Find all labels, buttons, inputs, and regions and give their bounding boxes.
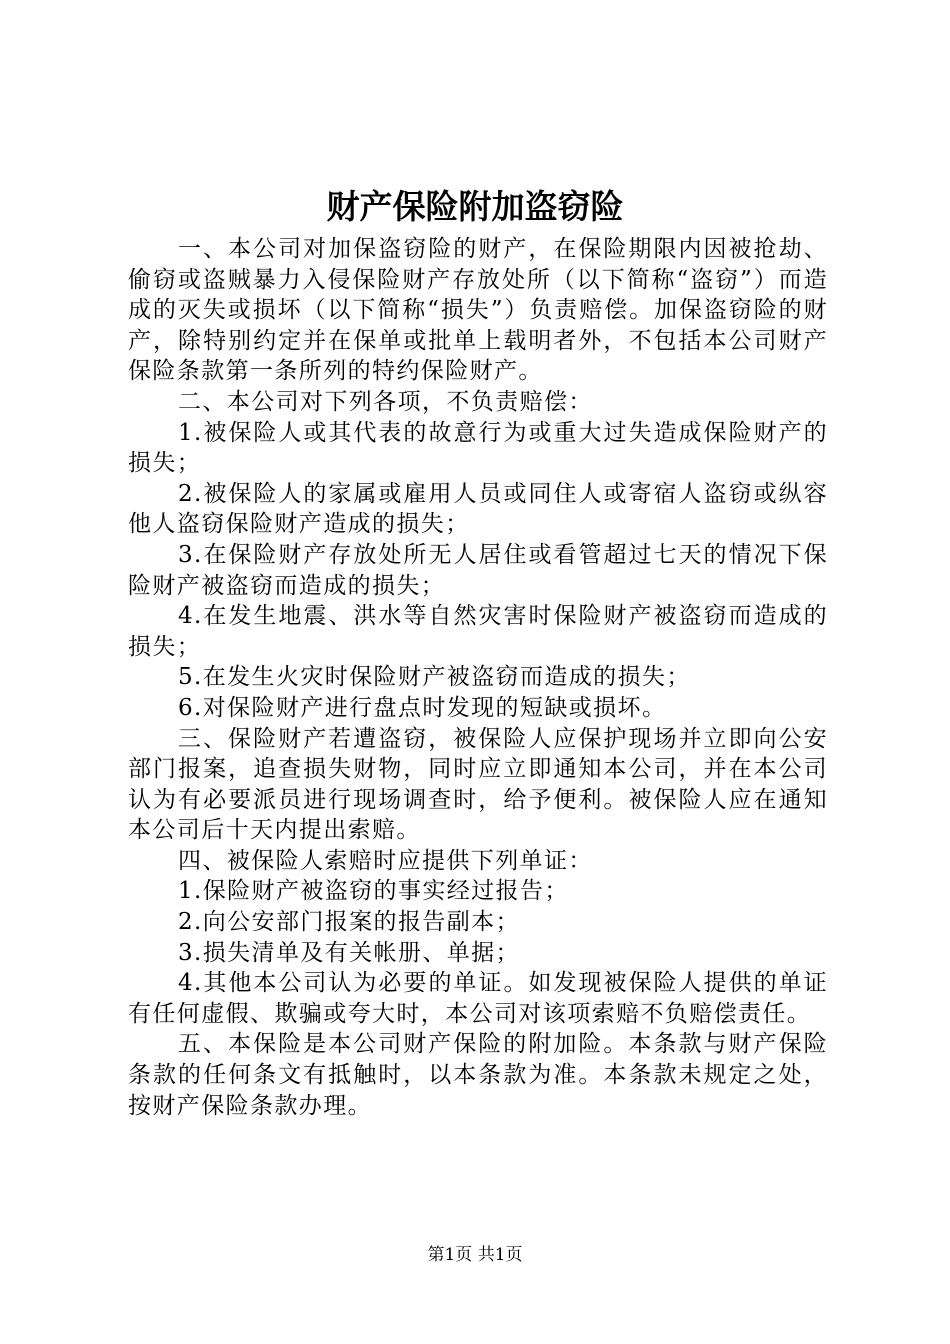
clause-4-item-4: 4.其他本公司认为必要的单证。如发现被保险人提供的单证有任何虚假、欺骗或夸大时，本公司对该项索赔不负赔偿责任。 — [128, 970, 828, 1027]
clause-2-item-1: 1.被保险人或其代表的故意行为或重大过失造成保险财产的损失； — [128, 419, 828, 477]
document-body — [128, 234, 828, 1121]
clause-3: 三、保险财产若遭盗窃，被保险人应保护现场并立即向公安部门报案，追查损失财物，同时应立即通知本公司，并在本公司认为有必要派员进行现场调查时，给予便利。被保险人应在通知本公司后十天内提出索赔。 — [128, 725, 828, 844]
clause-2-item-5: 5.在发生火灾时保险财产被盗窃而造成的损失； — [178, 664, 691, 691]
clause-2-item-3: 3.在保险财产存放处所无人居住或看管超过七天的情况下保险财产被盗窃而造成的损失； — [128, 541, 828, 599]
clause-4-heading: 四、被保险人索赔时应提供下列单证： — [178, 847, 593, 874]
clause-4-item-1: 1.保险财产被盗窃的事实经过报告； — [178, 878, 569, 905]
clause-2-item-4: 4.在发生地震、洪水等自然灾害时保险财产被盗窃而造成的损失； — [128, 603, 828, 660]
clause-2-item-2: 2.被保险人的家属或雇用人员或同住人或寄宿人盗窃或纵容他人盗窃保险财产造成的损失； — [128, 480, 828, 538]
clause-1: 一、本公司对加保盗窃险的财产，在保险期限内因被抢劫、偷窃或盗贼暴力入侵保险财产存放处所（以下简称“盗窃”）而造成的灭失或损坏（以下简称“损失”）负责赔偿。加保盗窃险的财产，除特别约定并在保单或批单上载明者外，不包括本公司财产保险条款第一条所列的特约保险财产。 — [128, 236, 828, 385]
document-title: 财产保险附加盗窃险 — [326, 187, 624, 226]
clause-5: 五、本保险是本公司财产保险的附加险。本条款与财产保险条款的任何条文有抵触时，以本条款为准。本条款未规定之处，按财产保险条款办理。 — [128, 1031, 828, 1119]
page-footer: 第1页 共1页 — [427, 1245, 523, 1265]
clause-4-item-2: 2.向公安部门报案的报告副本； — [178, 909, 520, 936]
clause-2-heading: 二、本公司对下列各项，不负责赔偿： — [178, 388, 593, 415]
clause-2-item-6: 6.对保险财产进行盘点时发现的短缺或损坏。 — [178, 694, 667, 721]
clause-4-item-3: 3.损失清单及有关帐册、单据； — [178, 939, 520, 966]
